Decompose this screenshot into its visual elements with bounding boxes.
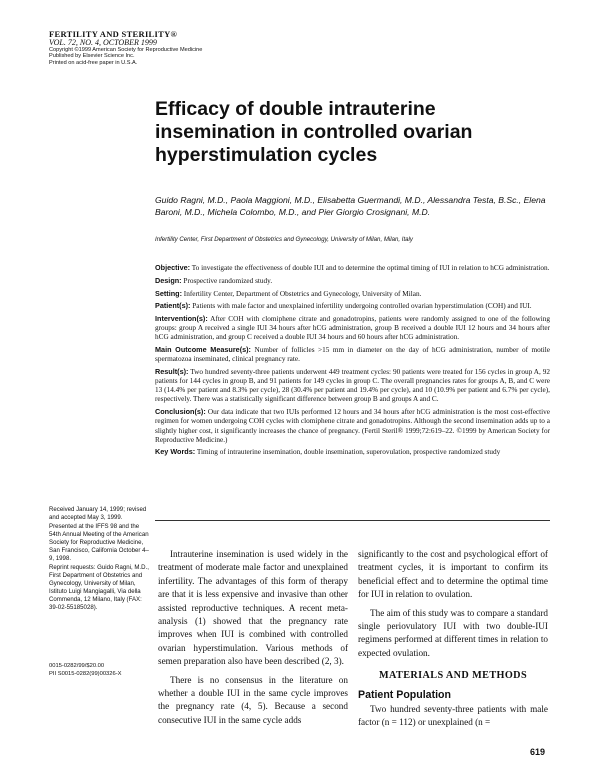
design-label: Design:	[155, 275, 182, 285]
design-text: Prospective randomized study.	[181, 276, 273, 285]
outcome-text: Number of follicles >15 mm in diameter on the day of hCG administration, number of motile spermatozoa inseminated, clinical pregnancy rate.	[155, 346, 550, 364]
results-text: Two hundred seventy-three patients underwent 449 treatment cycles: 90 patients were treated for 156 cycles in group A, 92 patients for 144 cycles in group B, and 91 patients for 149 cycles in group C. The overall pregnancies rates for groups A, B, and C were 13 (14.4% per patient and 8.3% per cycle), 28 (30.4% per patient and 19.4% per cycle), and 10 (10.9% per patient and 6.7% per cycle), respectively. There was a statistically significant difference between group B and groups A and C.	[155, 367, 550, 404]
paper-line: Printed on acid-free paper in U.S.A.	[49, 60, 138, 67]
conclusions-label: Conclusion(s):	[155, 407, 206, 417]
patients-label: Patient(s):	[155, 301, 191, 311]
methods-paragraph-1: Two hundred seventy-three patients with male factor (n = 112) or unexplained (n =	[358, 704, 548, 728]
interventions-label: Intervention(s):	[155, 314, 208, 323]
abstract-interventions	[155, 314, 550, 342]
article-codes	[49, 662, 151, 678]
reprint-note: Reprint requests: Guido Ragni, M.D., First Department of Obstetrics and Gynecology, University of Milan, Istituto Luigi Mangiagalli, Via della Commenda, 12 Milano, Italy (FAX: 39-02-55185028).	[49, 564, 149, 611]
pii-code: PII S0015-0282(99)00326-X	[49, 671, 122, 678]
keywords-text: Timing of intrauterine insemination, double insemination, superovulation, prospective randomized study	[195, 448, 501, 457]
results-label: Result(s):	[155, 366, 189, 376]
publisher-line: Published by Elsevier Science Inc.	[49, 53, 135, 60]
subsection-heading-patients: Patient Population	[358, 688, 451, 701]
article-title: Efficacy of double intrauterine insemination in controlled ovarian hyperstimulation cycles	[155, 98, 473, 166]
objective-label: Objective:	[155, 263, 191, 272]
abstract-divider	[155, 520, 550, 521]
issn-code: 0015-0282/99/$20.00	[49, 663, 105, 669]
abstract-conclusions	[155, 407, 550, 445]
abstract-outcome	[155, 345, 550, 364]
patients-text: Patients with male factor and unexplained infertility undergoing controlled ovarian hyperstimulation (COH) and IUI.	[190, 302, 532, 311]
setting-text: Infertility Center, Department of Obstetrics and Gynecology, University of Milan.	[181, 289, 422, 298]
abstract	[155, 263, 550, 460]
abstract-design	[155, 276, 550, 286]
abstract-keywords	[155, 447, 550, 457]
journal-issue: VOL. 72, NO. 4, OCTOBER 1999	[49, 37, 157, 47]
abstract-setting	[155, 289, 550, 299]
body-column-right	[358, 548, 548, 735]
intro-paragraph-2-continued: significantly to the cost and psychological effort of treatment cycles, it is important to confirm its beneficial effect and to determine the optimal time for IUI in relation to ovulation.	[358, 549, 548, 600]
page-number: 619	[530, 747, 546, 757]
abstract-patients	[155, 301, 550, 311]
keywords-label: Key Words:	[155, 447, 196, 457]
objective-text: To investigate the effectiveness of double IUI and to determine the optimal timing of IUI in relation to hCG administration.	[190, 264, 550, 272]
section-heading-methods: MATERIALS AND METHODS	[378, 670, 528, 682]
intro-paragraph-3: The aim of this study was to compare a standard single periovulatory IUI with two double-IUI regimens performed at different times in relation to expected ovulation.	[358, 607, 548, 658]
body-column-left	[158, 548, 348, 732]
abstract-results	[155, 367, 550, 405]
received-note: Received January 14, 1999; revised and accepted May 3, 1999.	[49, 506, 147, 521]
journal-masthead	[49, 30, 309, 67]
copyright-line: Copyright ©1999 American Society for Reproductive Medicine	[49, 46, 203, 53]
intro-paragraph-1: Intrauterine insemination is used widely in the treatment of moderate male factor and unexplained infertility. The advantages of this form of therapy are that it is less expensive and invasive than other assisted reproductive techniques. A recent meta-analysis (1) showed that the pregnancy rate improves when IUI is combined with controlled ovarian hyperstimulation. Various methods of semen preparation also have been described (2, 3).	[158, 549, 348, 667]
conclusions-text: Our data indicate that two IUIs performed 12 hours and 34 hours after hCG administration is the most cost-effective regimen for women undergoing COH cycles with clomiphene citrate and gonadotropins. Although the second insemination adds up to a slightly higher cost, it significantly increases the chance of pregnancy. (Fertil Steril® 1999;72:619–22. ©1999 by American Society for Reproductive Medicine.)	[155, 408, 550, 444]
journal-name: FERTILITY AND STERILITY®	[49, 29, 178, 39]
abstract-objective	[155, 263, 550, 273]
outcome-label: Main Outcome Measure(s):	[155, 345, 251, 355]
intro-paragraph-2: There is no consensus in the literature on whether a double IUI in the same cycle improves the pregnancy rate (4, 5). Because a second consecutive IUI in the same cycle adds	[158, 674, 348, 725]
setting-label: Setting:	[155, 288, 182, 298]
presented-note: Presented at the IFFS 98 and the 54th Annual Meeting of the American Society for Reproductive Medicine, San Francisco, California October 4–9, 1998.	[49, 523, 149, 562]
author-list: Guido Ragni, M.D., Paola Maggioni, M.D., Elisabetta Guermandi, M.D., Alessandra Testa, B.Sc., Elena Baroni, M.D., Michela Colombo, M.D., and Pier Giorgio Crosignani, M.D.	[155, 195, 546, 218]
article-notes-sidebar	[49, 506, 151, 678]
author-affiliation: Infertility Center, First Department of Obstetrics and Gynecology, University of Milan, Milan, Italy	[155, 236, 413, 243]
interventions-text: After COH with clomiphene citrate and gonadotropins, patients were randomly assigned to one of the following groups: group A received a single IUI 34 hours after hCG administration, group B received a double IUI 12 hours and 34 hours after hCG administration, and group C received a double IUI 34 hours and 60 hours after hCG administration.	[155, 315, 550, 342]
